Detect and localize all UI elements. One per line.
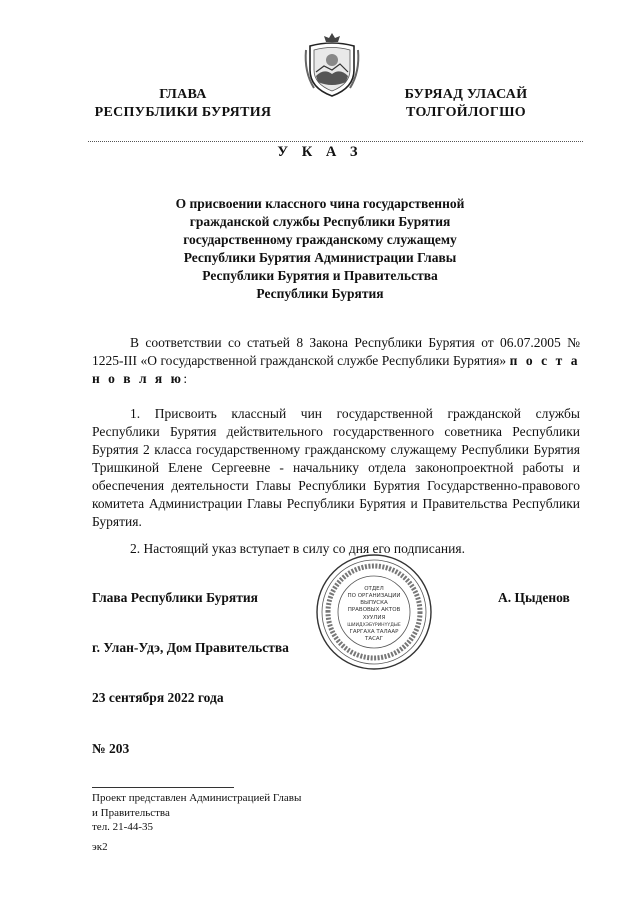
footer-phone: тел. 21-44-35	[92, 821, 154, 833]
footer-note	[92, 791, 301, 835]
stamp-line: ТАСАГ	[364, 636, 384, 642]
copy-code: эк2	[92, 841, 108, 853]
stamp-line: ГАРГАХА ТАЛААР	[349, 629, 399, 635]
footer-divider	[92, 787, 234, 788]
item-1-paragraph	[92, 405, 580, 531]
footer-line: Проект представлен Администрацией Главы	[92, 792, 302, 804]
item-2-text: 2. Настоящий указ вступает в силу со дня его подписания.	[130, 541, 465, 556]
stamp-line: ШИИДХЭБҮРИНҮҮДЫЕ	[347, 623, 401, 628]
subject-line: Республики Бурятия Администрации Главы	[183, 250, 457, 265]
subject-line: Республики Бурятия	[256, 286, 384, 301]
stamp-line: ПО ОРГАНИЗАЦИИ	[347, 593, 401, 599]
issuer-line-2: РЕСПУБЛИКИ БУРЯТИЯ	[94, 105, 272, 120]
signatory-name: А. Цыденов	[498, 590, 570, 605]
signing-place: г. Улан-Удэ, Дом Правительства	[92, 640, 289, 655]
stamp-line: ВЫПУСКА	[360, 600, 388, 606]
subject-line: гражданской службы Республики Бурятия	[189, 214, 451, 229]
subject-line: Республики Бурятия и Правительства	[202, 268, 438, 283]
issuer-buryat-line-2: ТОЛГОЙЛОГШО	[406, 105, 526, 120]
preamble-colon: :	[183, 371, 188, 386]
issuer-header-russian	[78, 86, 288, 122]
stamp-line: ОТДЕЛ	[364, 586, 384, 592]
stamp-line: ХУУЛИЯ	[362, 615, 386, 621]
preamble-paragraph	[92, 334, 580, 388]
footer-line: и Правительства	[92, 806, 170, 819]
signatory-title: Глава Республики Бурятия	[92, 590, 258, 605]
item-1-text: 1. Присвоить классный чин государственной гражданской службы Республики Бурятия действительного государственного советника Республики Бурятия 2 класса государственному гражданскому служащему Республики Бурятия Тришкиной Елене Сергеевне - начальнику отдела законопроектной работы и обеспечения деятельности Главы Республики Бурятия Государственно-правового комитета Администрации Главы Республики Бурятия и Правительства Республики Бурятия.	[92, 406, 580, 529]
official-stamp	[314, 552, 434, 672]
subject-line: О присвоении классного чина государственной	[175, 196, 465, 211]
issuer-header-buryat	[386, 86, 546, 122]
document-type-title: У К А З	[277, 144, 363, 160]
signing-date: 23 сентября 2022 года	[92, 690, 224, 705]
header-divider	[88, 141, 583, 142]
coat-of-arms-emblem	[302, 30, 362, 100]
subject-line: государственному гражданскому служащему	[183, 232, 457, 247]
decree-number: № 203	[92, 741, 130, 756]
preamble-text: В соответствии со статьей 8 Закона Республики Бурятия от 06.07.2005 № 1225-III «О государственной гражданской службе Республики Бурятия»	[92, 335, 580, 368]
preamble-decree-word: п о с т а н о в л я ю	[92, 353, 580, 386]
issuer-buryat-line-1: БУРЯАД УЛАСАЙ	[404, 87, 528, 102]
decree-subject	[120, 195, 520, 303]
issuer-line-1: ГЛАВА	[159, 87, 207, 102]
stamp-line: ПРАВОВЫХ АКТОВ	[347, 607, 401, 613]
